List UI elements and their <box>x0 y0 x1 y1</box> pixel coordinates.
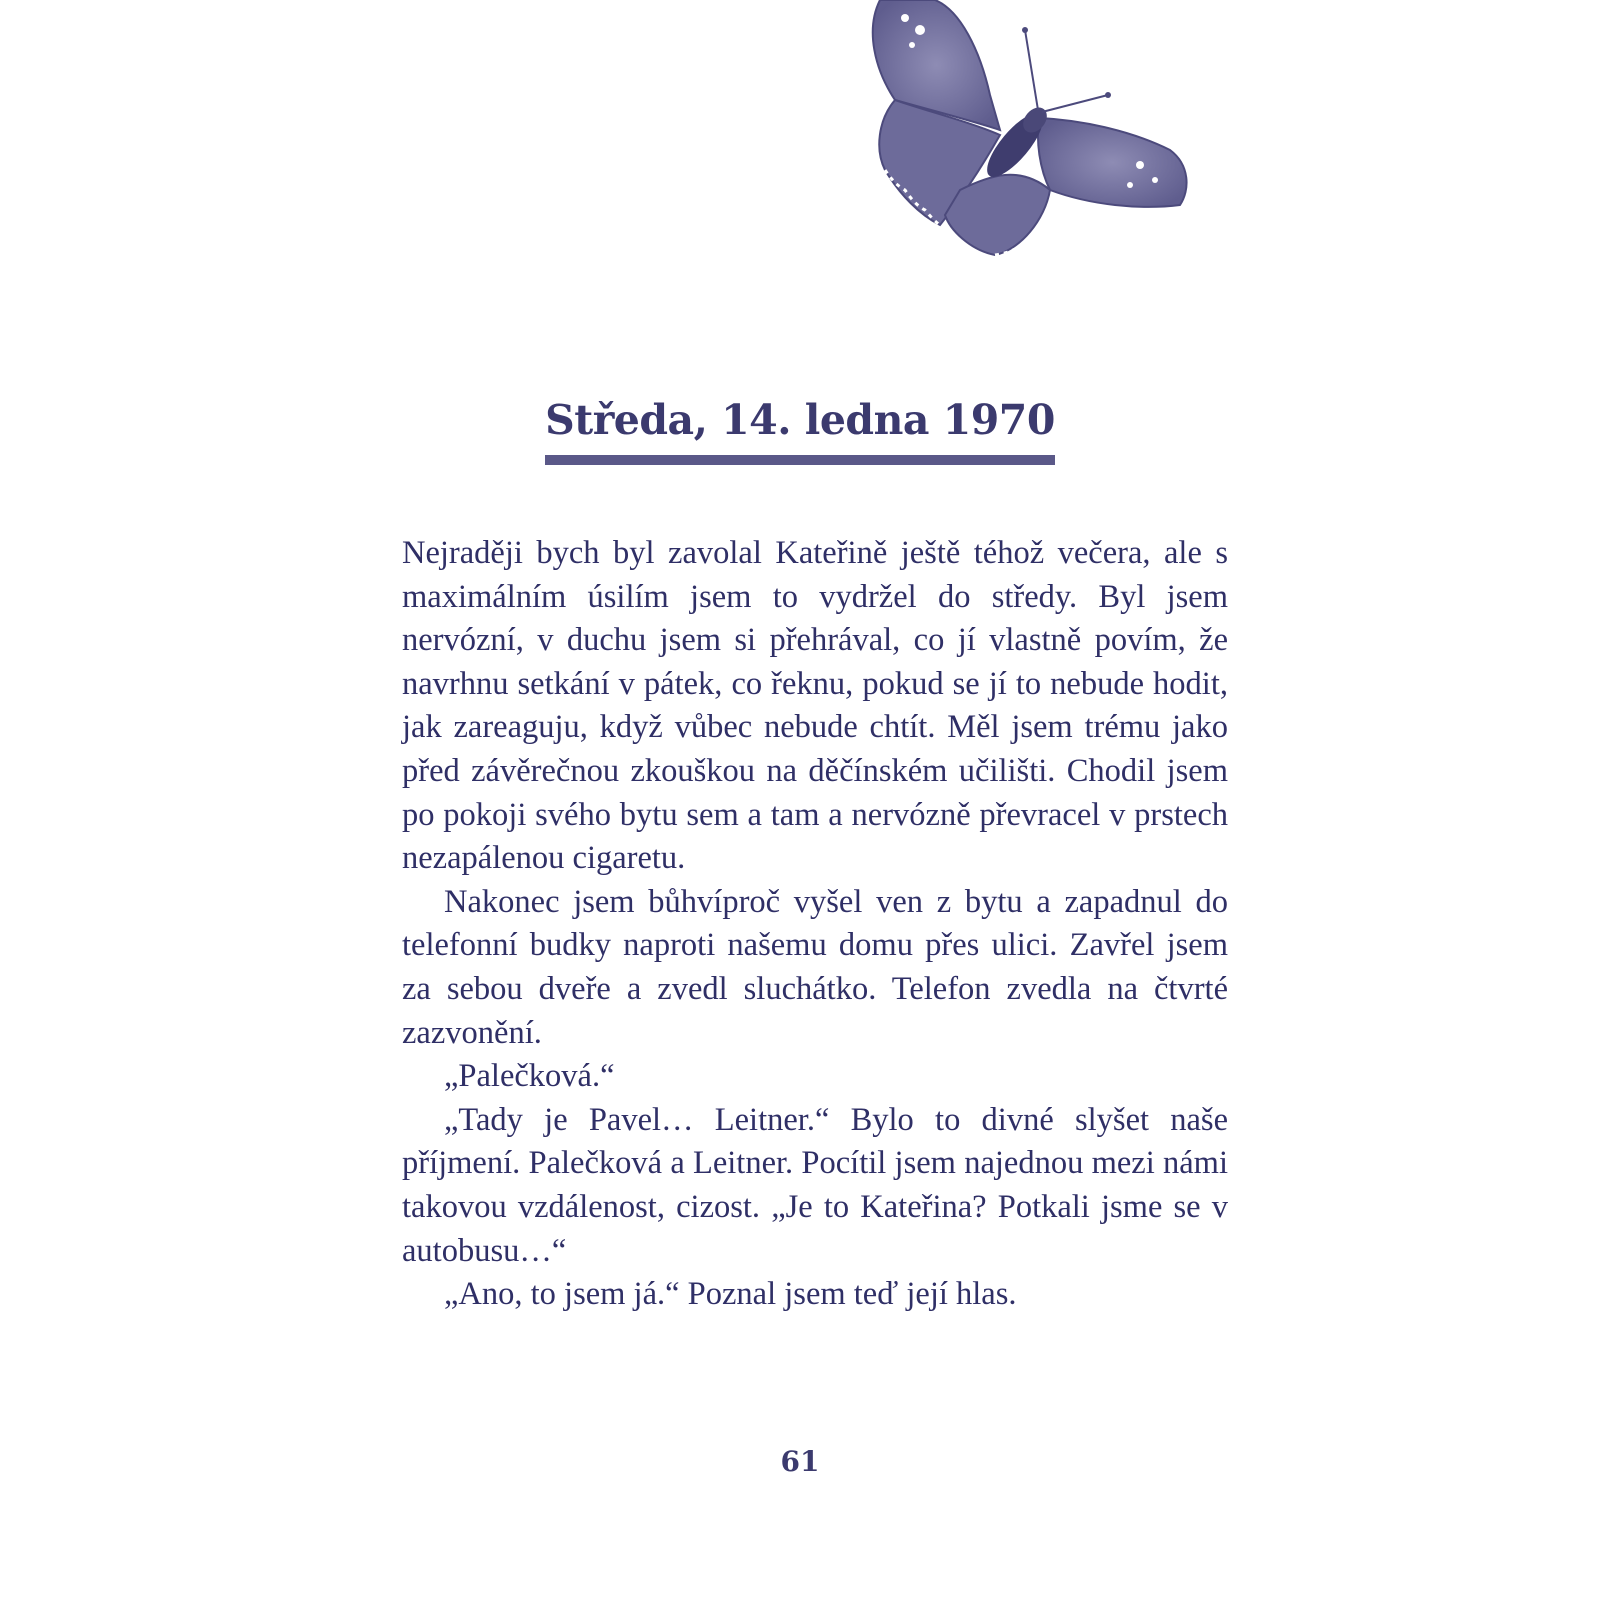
butterfly-icon <box>840 0 1230 270</box>
chapter-title: Středa, 14. ledna 1970 <box>545 396 1055 465</box>
chapter-title-wrapper <box>0 396 1600 465</box>
page-number: 61 <box>780 1445 820 1478</box>
paragraph: „Palečková.“ <box>444 1058 615 1095</box>
paragraph: „Ano, to jsem já.“ Poznal jsem teď její hlas. <box>444 1276 1017 1313</box>
paragraph: Nejraději bych byl zavolal Kateřině ještě téhož večera, ale s maximálním úsilím jsem to vydržel do středy. Byl jsem nervózní, v duchu jsem si přehrával, co jí vlastně povím, že navrhnu setkání v pátek, co řeknu, pokud se jí to nebude hodit, jak zareaguju, když vůbec nebude chtít. Měl jsem trému jako před závěrečnou zkouškou na děčínském učilišti. Chodil jsem po pokoji svého bytu sem a tam a nervózně převracel v prstech nezapálenou cigaretu. <box>402 535 1228 877</box>
paragraph: „Tady je Pavel… Leitner.“ Bylo to divné slyšet naše příjmení. Palečková a Leitner. Pocítil jsem najednou mezi námi takovou vzdálenost, cizost. „Je to Kateřina? Potkali jsme se v autobusu…“ <box>402 1101 1228 1269</box>
paragraph: Nakonec jsem bůhvíproč vyšel ven z bytu a zapadnul do telefonní budky naproti našemu domu přes ulici. Zavřel jsem za sebou dveře a zvedl sluchátko. Telefon zvedla na čtvrté zazvonění. <box>402 883 1228 1051</box>
chapter-body <box>402 532 1228 1317</box>
